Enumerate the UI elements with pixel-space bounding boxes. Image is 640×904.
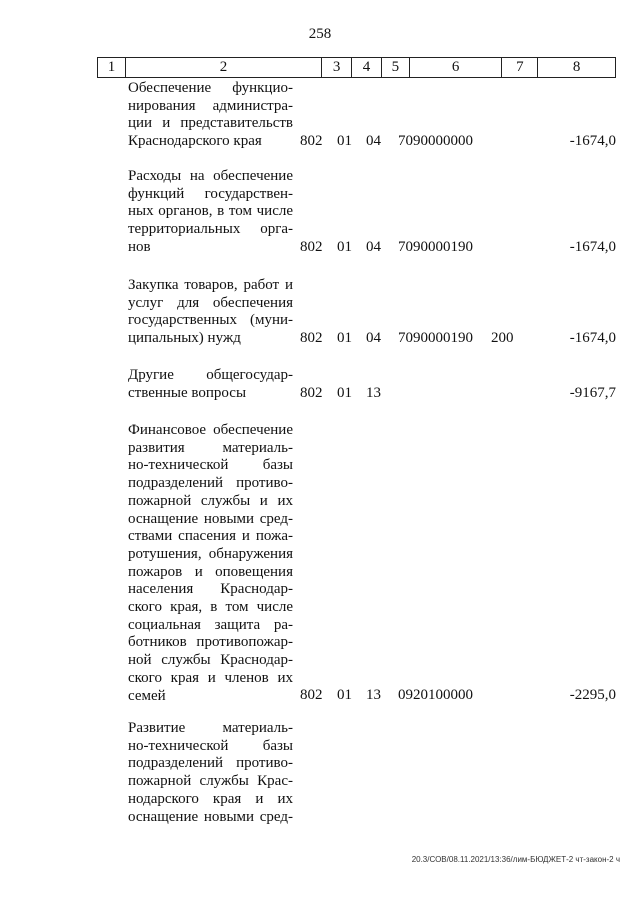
cell-col6: 0920100000 <box>398 687 473 703</box>
cell-col4: 01 <box>337 385 352 401</box>
cell-col5: 13 <box>366 687 381 703</box>
description-line: Обеспечение функцио- <box>128 80 293 96</box>
description-line: но-технической базы <box>128 457 293 474</box>
row-description <box>128 168 293 257</box>
description-line: нодарского края и их <box>128 790 293 807</box>
description-line: ского края и членов их <box>128 669 293 686</box>
description-line: пожарной службы Крас- <box>128 773 293 790</box>
description-line: ротушения, обнаружения <box>128 545 293 562</box>
description-line: Финансовое обеспечение <box>128 422 293 438</box>
description-line: пожаров и оповещения <box>128 563 293 580</box>
description-line: пожарной службы и их <box>128 492 293 509</box>
column-header-4: 4 <box>352 58 382 77</box>
row-description <box>128 367 293 402</box>
cell-col4: 01 <box>337 330 352 346</box>
cell-col3: 802 <box>300 385 323 401</box>
description-line: ных органов, в том числе <box>128 203 293 220</box>
row-description <box>128 422 293 705</box>
cell-col8: -2295,0 <box>569 687 616 703</box>
description-line: Закупка товаров, работ и <box>128 277 293 293</box>
cell-col8: -1674,0 <box>569 330 616 346</box>
description-line: оснащение новыми сред- <box>128 808 293 825</box>
column-header-6: 6 <box>410 58 503 77</box>
row-description <box>128 720 293 826</box>
description-line: Краснодарского края <box>128 133 262 150</box>
description-line: Развитие материаль- <box>128 720 293 736</box>
cell-col3: 802 <box>300 133 323 149</box>
column-header-5: 5 <box>382 58 410 77</box>
description-line: но-технической базы <box>128 737 293 754</box>
description-line: нов <box>128 238 151 255</box>
column-header-1: 1 <box>98 58 126 77</box>
description-line: Расходы на обеспечение <box>128 168 293 184</box>
cell-col7: 200 <box>491 330 514 346</box>
description-line: оснащение новыми сред- <box>128 510 293 527</box>
cell-col3: 802 <box>300 239 323 255</box>
description-line: населения Краснодар- <box>128 581 293 598</box>
column-header-row <box>97 57 616 78</box>
row-description <box>128 277 293 348</box>
cell-col6: 7090000190 <box>398 330 473 346</box>
cell-col3: 802 <box>300 687 323 703</box>
document-footer-code: 20.3/СОВ/08.11.2021/13:36/лим-БЮДЖЕТ-2 чт-закон-2 ч <box>411 855 620 864</box>
cell-col4: 01 <box>337 687 352 703</box>
cell-col6: 7090000000 <box>398 133 473 149</box>
description-line: территориальных орга- <box>128 221 293 238</box>
cell-col8: -1674,0 <box>569 239 616 255</box>
column-header-3: 3 <box>322 58 352 77</box>
column-header-7: 7 <box>502 58 538 77</box>
cell-col4: 01 <box>337 239 352 255</box>
cell-col5: 04 <box>366 330 381 346</box>
row-description <box>128 80 293 151</box>
column-header-8: 8 <box>572 59 581 75</box>
description-line: нирования администра- <box>128 97 293 114</box>
cell-col8: -1674,0 <box>569 133 616 149</box>
description-line: ной службы Краснодар- <box>128 652 293 669</box>
description-line: Другие общегосудар- <box>128 367 293 383</box>
description-line: подразделений противо- <box>128 755 293 772</box>
cell-col8: -9167,7 <box>569 385 616 401</box>
description-line: семей <box>128 687 166 704</box>
cell-col5: 04 <box>366 133 381 149</box>
description-line: ции и представительств <box>128 115 293 132</box>
description-line: государственных (муни- <box>128 312 293 329</box>
description-line: развития материаль- <box>128 439 293 456</box>
description-line: ского края, в том числе <box>128 599 293 616</box>
page-number: 258 <box>308 26 332 42</box>
description-line: ственные вопросы <box>128 384 247 401</box>
description-line: ципальных) нужд <box>128 330 241 347</box>
column-header-2: 2 <box>126 58 322 77</box>
cell-col4: 01 <box>337 133 352 149</box>
cell-col3: 802 <box>300 330 323 346</box>
cell-col5: 13 <box>366 385 381 401</box>
description-line: функций государствен- <box>128 185 293 202</box>
cell-col6: 7090000190 <box>398 239 473 255</box>
description-line: услуг для обеспечения <box>128 294 293 311</box>
cell-col5: 04 <box>366 239 381 255</box>
description-line: ботников противопожар- <box>128 634 293 651</box>
description-line: подразделений противо- <box>128 475 293 492</box>
description-line: социальная защита ра- <box>128 616 293 633</box>
description-line: ствами спасения и пожа- <box>128 528 293 545</box>
